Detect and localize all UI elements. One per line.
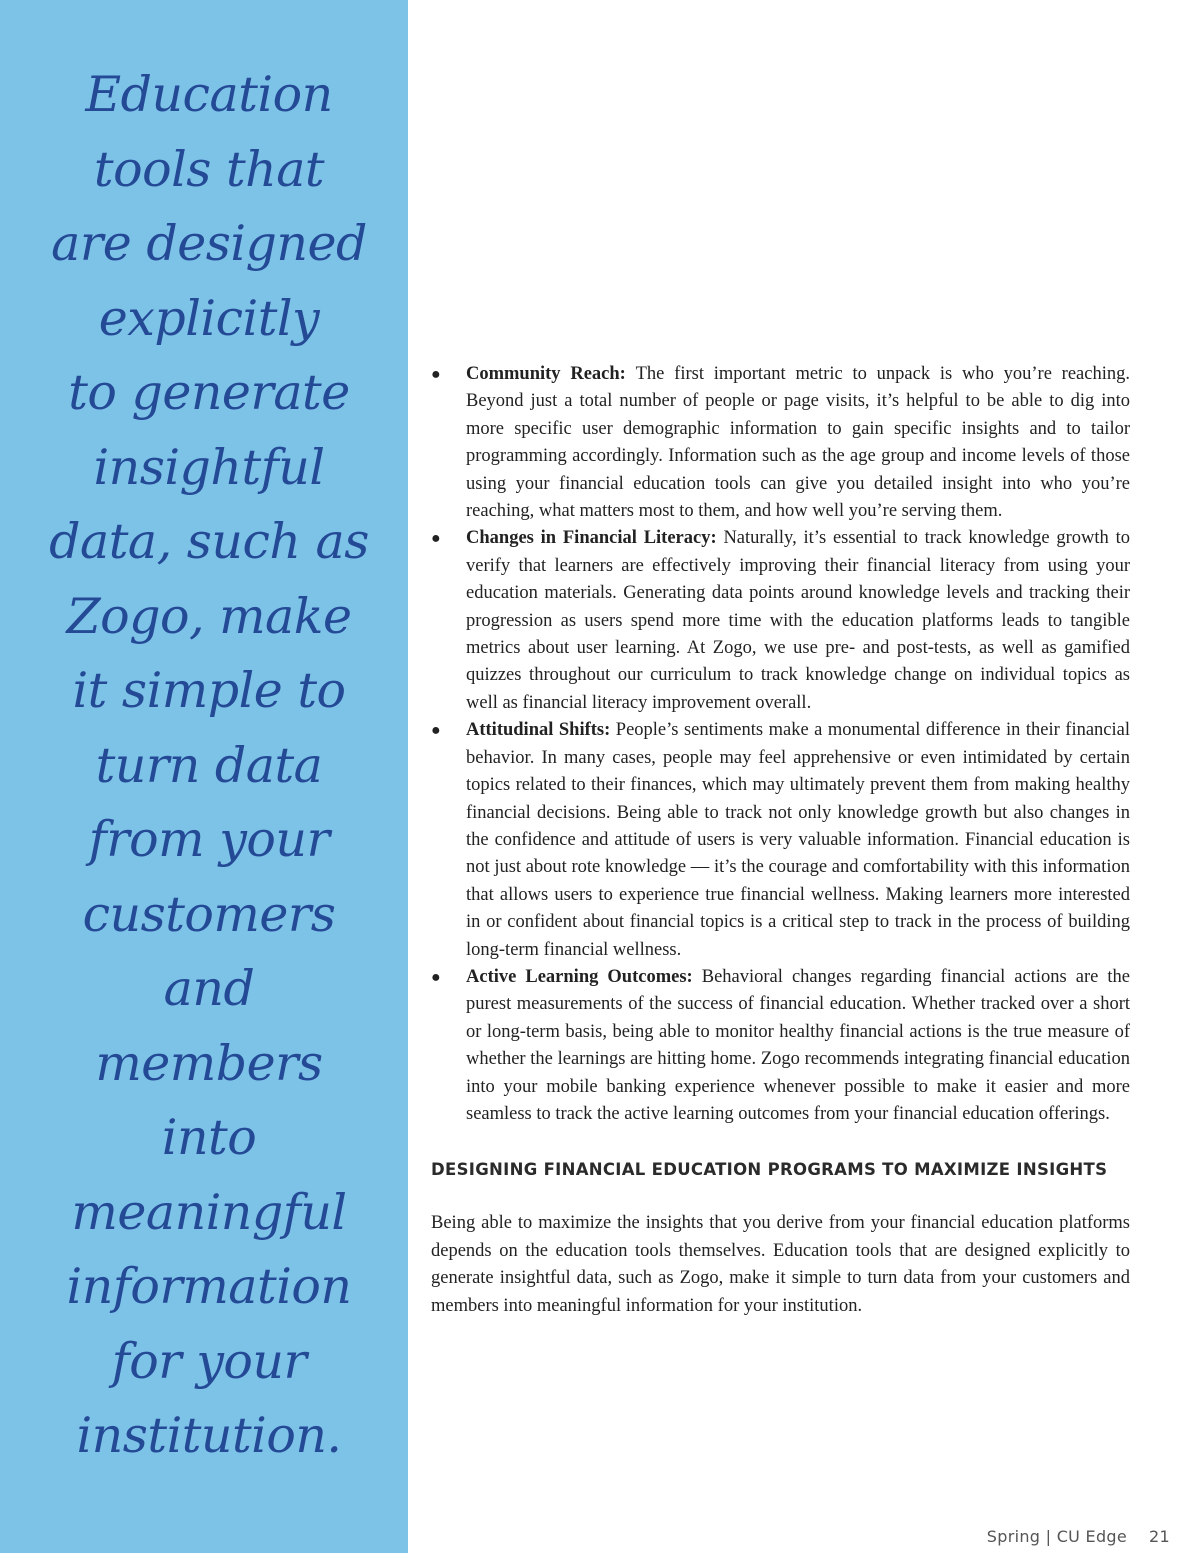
bullet-text: Naturally, it’s essential to track knowledge growth to verify that learners are effectively improving their financial literacy from using your education materials. Generating data points around knowledge levels and tracking their progression as users spend more time with the education platforms leads to tangible metrics about user learning. At Zogo, we use pre- and post-tests, as well as gamified quizzes throughout our curriculum to track knowledge change on individual topics as well as financial literacy improvement overall.	[466, 528, 1130, 713]
pull-quote-line: data, such as	[49, 513, 369, 570]
pull-quote-line: from your	[88, 811, 330, 868]
bullet-item-changes-in-financial-literacy	[431, 525, 1130, 717]
pull-quote-line: institution.	[76, 1407, 342, 1464]
publication-name: Spring | CU Edge	[986, 1527, 1128, 1546]
pull-quote-line: it simple to	[72, 662, 346, 719]
page-number: 21	[1149, 1527, 1170, 1546]
pull-quote-line: insightful	[93, 438, 325, 496]
article-content	[431, 361, 1130, 1320]
bullet-text: People’s sentiments make a monumental difference in their financial behavior. In many cases, people may feel apprehensive or even intimidated by certain topics related to their finances, which may ultimately prevent them from making healthy financial decisions. Being able to track not only knowledge growth but also changes in the confidence and attitude of users is very valuable information. Financial education is not just about rote knowledge — it’s the courage and comfortability with this information that allows users to experience true financial wellness. Making learners more interested in or confident about financial topics is a critical step to track in the process of building long-term financial wellness.	[466, 720, 1130, 960]
pull-quote-line: for your	[111, 1332, 307, 1390]
sidebar-panel	[0, 0, 408, 1553]
body-paragraph: Being able to maximize the insights that you derive from your financial education platforms depends on the education tools themselves. Education tools that are designed explicitly to generate insightful data, such as Zogo, make it simple to turn data from your customers and members into meaningful information for your institution.	[431, 1213, 1130, 1316]
page-footer	[960, 1527, 1170, 1546]
pull-quote-line: explicitly	[98, 289, 320, 347]
bullet-item-community-reach	[431, 361, 1130, 525]
bullet-term: Changes in Financial Literacy:	[466, 528, 724, 549]
bullet-dot-icon: ●	[431, 722, 441, 740]
bullet-dot-icon: ●	[431, 530, 441, 548]
pull-quote-line: members	[95, 1034, 323, 1092]
pull-quote-line: are designed	[51, 215, 367, 272]
pull-quote	[20, 58, 398, 1474]
bullet-term: Attitudinal Shifts:	[466, 720, 616, 741]
bullet-term: Active Learning Outcomes:	[466, 966, 702, 987]
bullet-item-active-learning-outcomes	[431, 964, 1130, 1128]
pull-quote-line: meaningful	[71, 1183, 347, 1241]
pull-quote-line: to generate	[68, 364, 350, 421]
pull-quote-line: Education	[85, 66, 333, 123]
pull-quote-line: and	[163, 960, 255, 1017]
pull-quote-line: turn data	[95, 736, 323, 794]
pull-quote-line: Zogo, make	[66, 587, 352, 645]
bullet-dot-icon: ●	[431, 366, 441, 383]
bullet-text: The first important metric to unpack is who you’re reaching. Beyond just a total number of people or page visits, it’s helpful to be able to dig into more specific user demographic information to gain specific insights and to tailor programming accordingly. Information such as the age group and income levels of those using your financial education tools can give you detailed insight into who you’re reaching, what matters most to them, and how well you’re serving them.	[466, 364, 1130, 522]
bullet-term: Community Reach:	[466, 364, 636, 384]
bullet-text: Behavioral changes regarding financial actions are the purest measurements of the success of financial education. Whether tracked over a short or long-term basis, being able to monitor healthy financial actions is the true measure of whether the learnings are hitting home. Zogo recommends integrating financial education into your mobile banking experience whenever possible to make it easier and more seamless to track the active learning outcomes from your financial education offerings.	[466, 966, 1130, 1124]
pull-quote-line: customers	[82, 885, 336, 943]
bullet-item-attitudinal-shifts	[431, 717, 1130, 964]
pull-quote-line: information	[66, 1258, 352, 1315]
pull-quote-line: tools that	[93, 140, 325, 198]
section-heading: DESIGNING FINANCIAL EDUCATION PROGRAMS TO MAXIMIZE INSIGHTS	[431, 1160, 1108, 1180]
bullet-dot-icon: ●	[431, 968, 441, 986]
pull-quote-line: into	[161, 1109, 257, 1166]
metrics-bullet-list	[431, 361, 1130, 1128]
